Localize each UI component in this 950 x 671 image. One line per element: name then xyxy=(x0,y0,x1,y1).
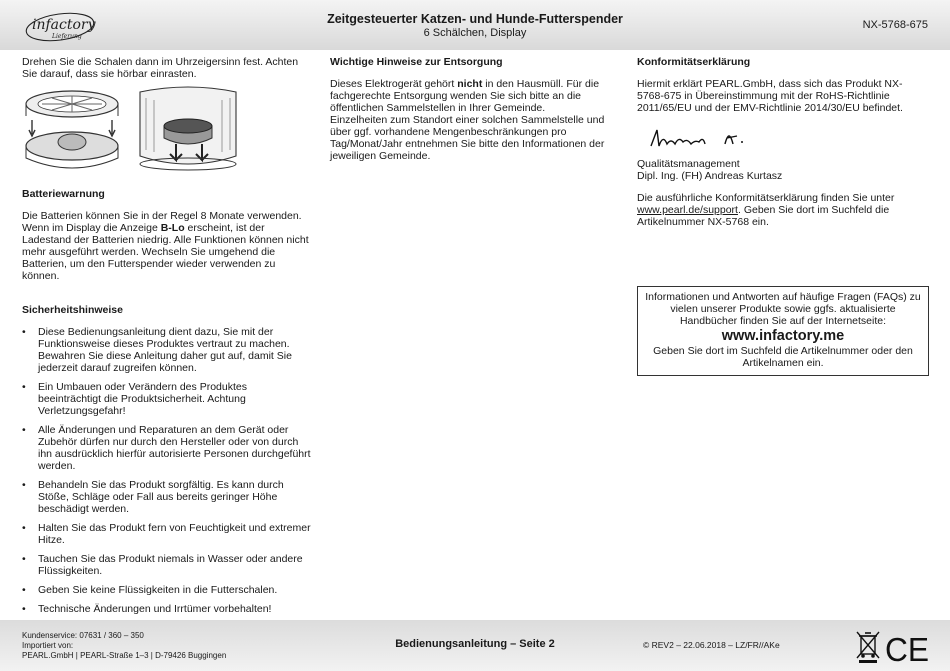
intro-text: Drehen Sie die Schalen dann im Uhrzeigersinn fest. Achten Sie darauf, dass sie hörbar einrasten. xyxy=(22,56,299,80)
safety-list xyxy=(22,326,312,615)
safety-heading: Sicherheitshinweise xyxy=(22,304,123,316)
conformity-more: Die ausführliche Konformitätserklärung finden Sie unter www.pearl.de/support. Geben Sie dort im Suchfeld die Artikelnummer NX-5768 ein. xyxy=(637,192,895,228)
bowl-illustrations xyxy=(22,86,312,174)
battery-heading: Batteriewarnung xyxy=(22,188,105,200)
list-item: • Diese Bedienungsanleitung dient dazu, Sie mit der Funktionsweise dieses Produktes vertraut zu machen. Bewahren Sie diese Anleitung daher gut auf, damit Sie jederzeit darauf zugreifen können. xyxy=(22,326,292,374)
bowl-rotate-illustration xyxy=(136,86,240,174)
list-item: • Halten Sie das Produkt fern von Feuchtigkeit und extremer Hitze. xyxy=(22,522,311,546)
list-item: • Ein Umbauen oder Verändern des Produktes beeinträchtigt die Produktsicherheit. Achtung Verletzungsgefahr! xyxy=(22,381,247,417)
disposal-heading: Wichtige Hinweise zur Entsorgung xyxy=(330,56,503,68)
product-subtitle: 6 Schälchen, Display xyxy=(423,27,527,39)
list-item: • Tauchen Sie das Produkt niemals in Wasser oder andere Flüssigkeiten. xyxy=(22,553,303,577)
conformity-text: Hiermit erklärt PEARL.GmbH, dass sich das Produkt NX-5768-675 in Übereinstimmung mit der RoHS-Richtlinie 2011/65/EU und der EMV-Richtlinie 2014/30/EU befindet. xyxy=(637,78,903,114)
footer-revision: © REV2 – 22.06.2018 – LZ/FR//AKe xyxy=(643,640,780,650)
list-item: • Technische Änderungen und Irrtümer vorbehalten! xyxy=(22,603,272,615)
infactory-logo xyxy=(24,9,98,45)
faq-box xyxy=(637,286,929,376)
svg-text:Lieferung: Lieferung xyxy=(52,33,82,40)
product-title: Zeitgesteuerter Katzen- und Hunde-Futterspender xyxy=(327,12,623,26)
svg-text:infactory: infactory xyxy=(32,17,96,33)
crossed-out-bin-icon xyxy=(857,632,879,663)
list-item: • Geben Sie keine Flüssigkeiten in die Futterschalen. xyxy=(22,584,278,596)
importer-address: PEARL.GmbH | PEARL-Straße 1–3 | D-79426 Buggingen xyxy=(22,651,227,660)
customer-service: Kundenservice: 07631 / 360 – 350 xyxy=(22,631,144,640)
faq-url-link[interactable]: www.infactory.me xyxy=(721,328,845,344)
page-header xyxy=(0,0,950,50)
column-right xyxy=(637,56,929,376)
bowl-insert-illustration xyxy=(22,86,122,174)
footer-page-label: Bedienungsanleitung – Seite 2 xyxy=(395,638,555,650)
footer-contact xyxy=(22,631,226,661)
faq-hint: Geben Sie dort im Suchfeld die Artikelnummer oder den Artikelnamen ein. xyxy=(653,345,913,369)
ce-mark: CE xyxy=(885,631,929,664)
signature-image xyxy=(647,124,929,154)
faq-text: Informationen und Antworten auf häufige Fragen (FAQs) zu vielen unserer Produkte sowie ggfs. aktualisierte Handbücher finden Sie auf der Internetseite: xyxy=(645,291,921,327)
disposal-text-2: Einzelheiten zum Standort einer solchen Sammelstelle und über ggf. vorhandene Mengenbeschränkungen pro Tag/Monat/Jahr entnehmen Sie bitte den Informationen der jeweiligen Gemeinde. xyxy=(330,114,605,162)
pearl-support-link[interactable]: www.pearl.de/support xyxy=(637,204,738,216)
list-item: • Behandeln Sie das Produkt sorgfältig. Es kann durch Stöße, Schläge oder Fall aus bereits geringer Höhe beschädigt werden. xyxy=(22,479,284,515)
page-footer xyxy=(0,620,950,671)
column-left xyxy=(22,56,312,622)
importer-label: Importiert von: xyxy=(22,641,74,650)
signer-name: Dipl. Ing. (FH) Andreas Kurtasz xyxy=(637,170,783,182)
list-item: • Alle Änderungen und Reparaturen an dem Gerät oder Zubehör dürfen nur durch den Hersteller oder von durch ihn ausdrücklich hierfür autorisierte Personen durchgeführt werden. xyxy=(22,424,311,472)
model-number: NX-5768-675 xyxy=(862,19,928,31)
column-middle xyxy=(330,56,620,162)
signer-role: Qualitätsmanagement xyxy=(637,158,740,170)
battery-text: Die Batterien können Sie in der Regel 8 Monate verwenden. Wenn im Display die Anzeige B-Lo erscheint, ist der Ladestand der Batterien niedrig. Alle Funktionen können nicht mehr ausgeführt werden. Wechseln Sie umgehend die Batterien, um den Futterspender wieder verwenden zu können. xyxy=(22,210,309,282)
conformity-heading: Konformitätserklärung xyxy=(637,56,751,68)
compliance-marks xyxy=(856,630,930,664)
disposal-text: Dieses Elektrogerät gehört nicht in den Hausmüll. Für die fachgerechte Entsorgung wenden Sie sich bitte an die öffentlichen Sammelstellen in Ihrer Gemeinde. xyxy=(330,78,600,114)
